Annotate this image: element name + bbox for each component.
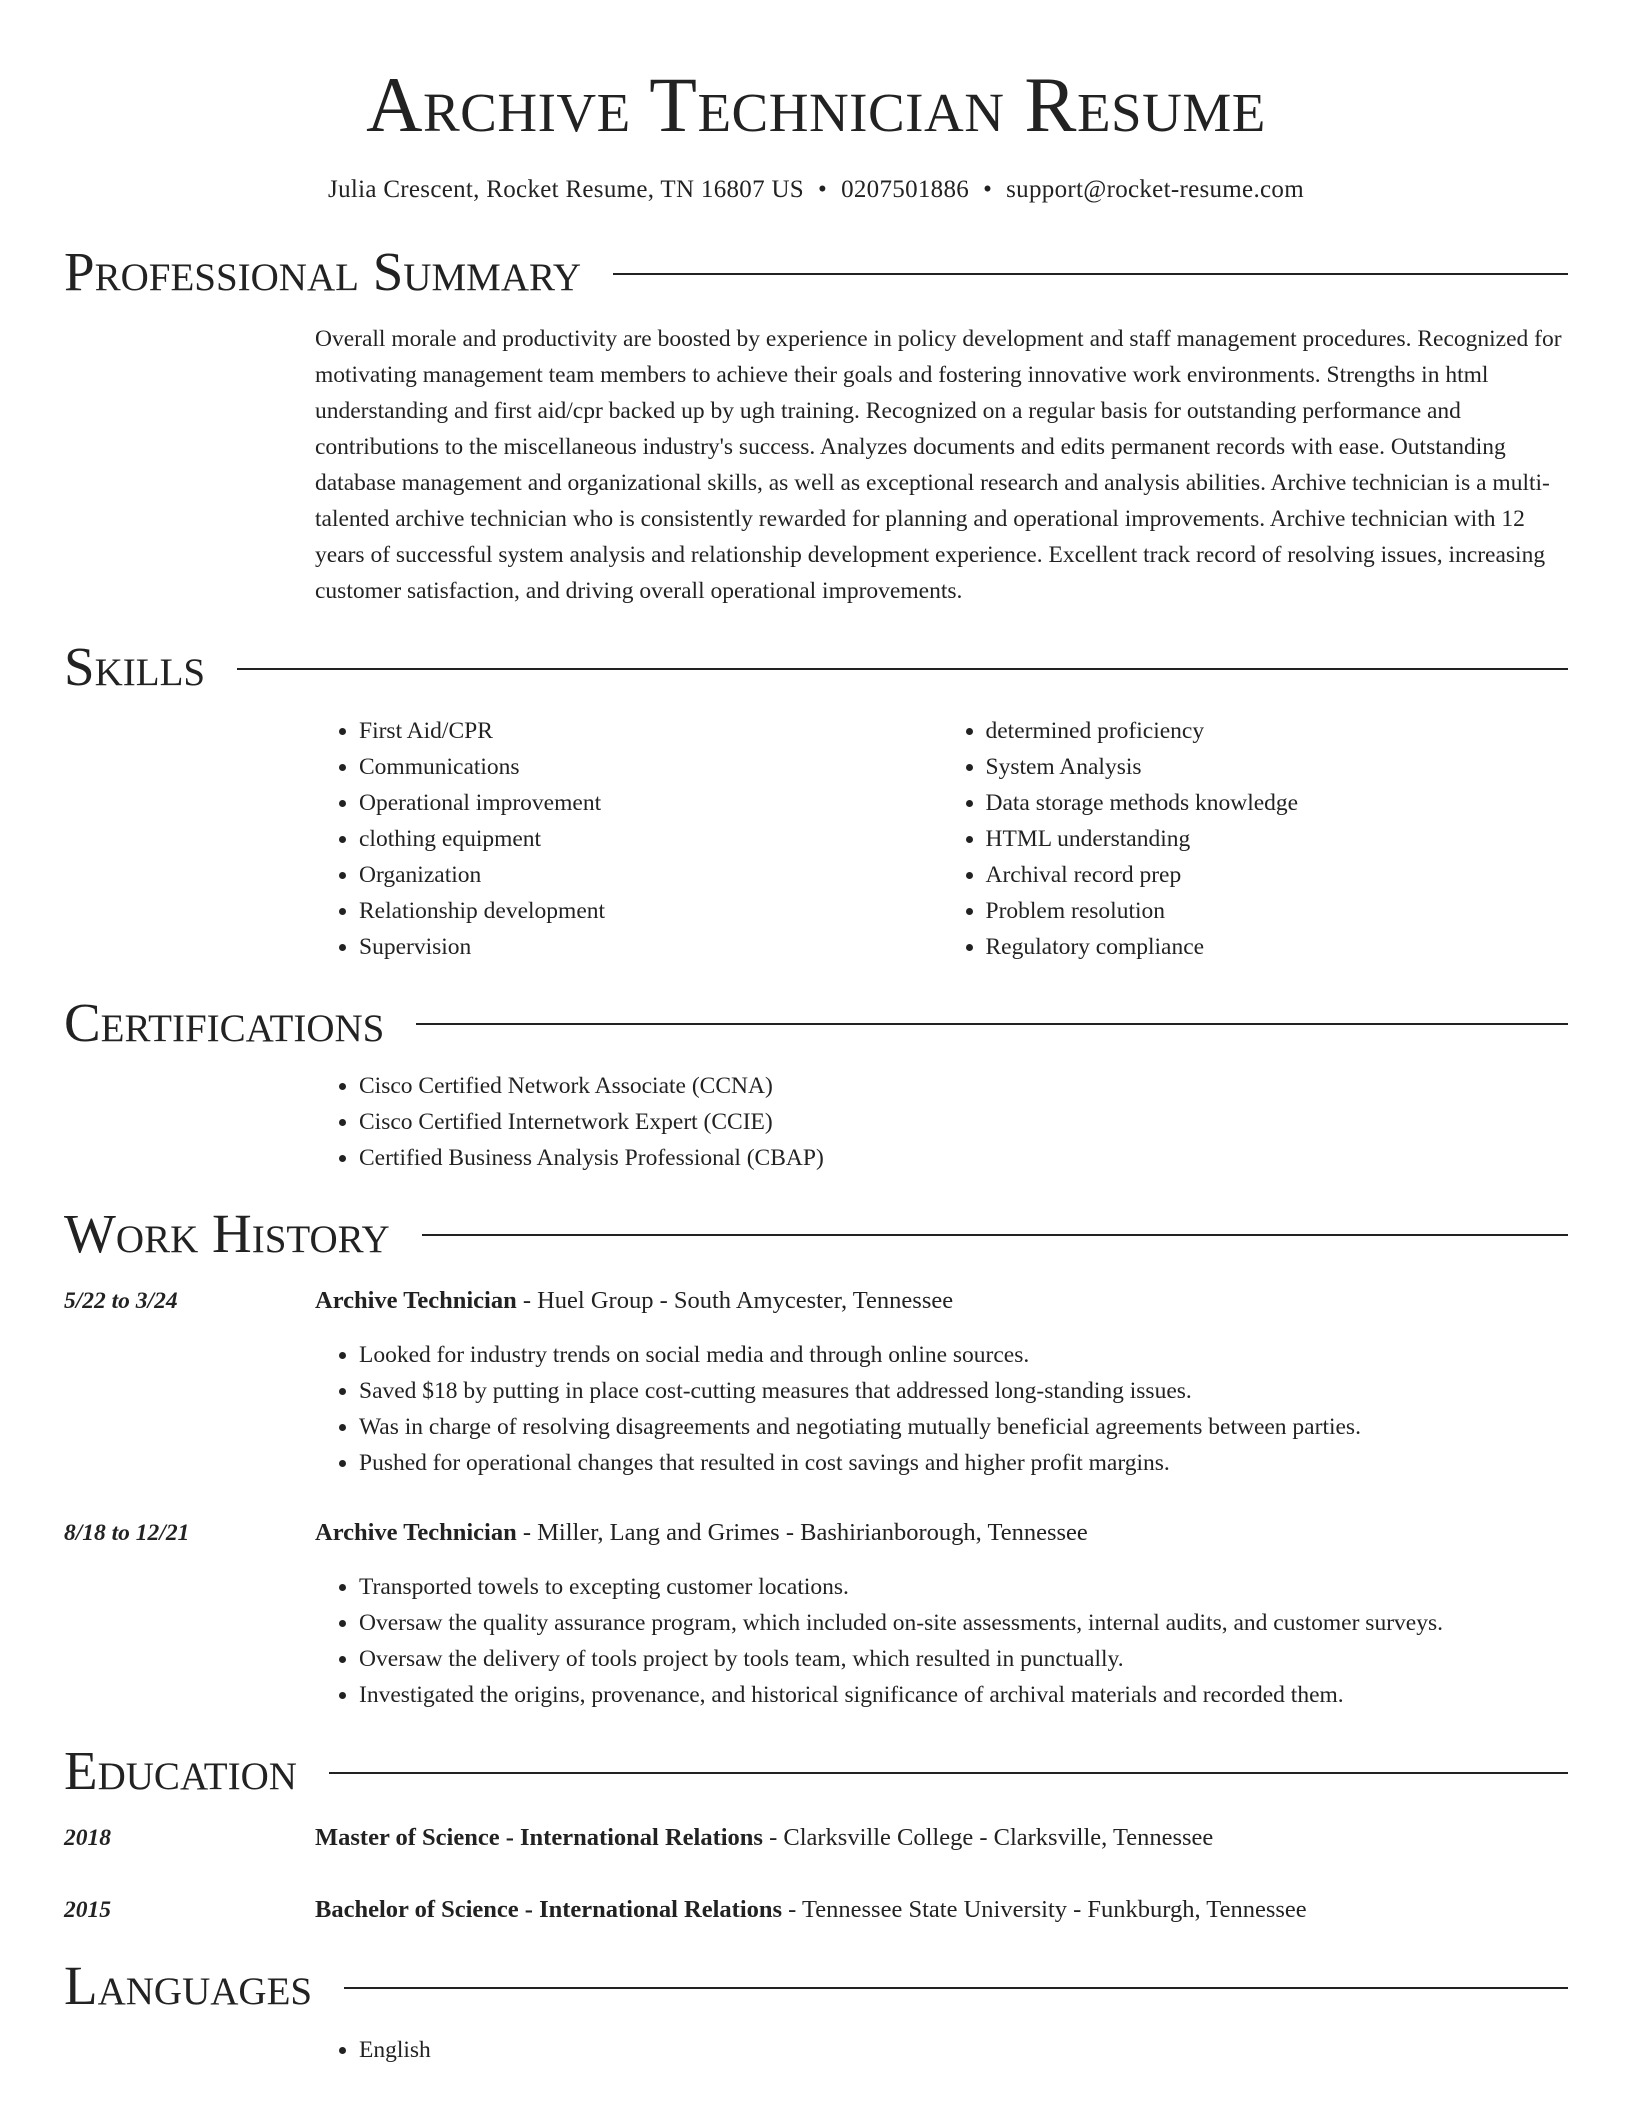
job-header [64,1283,1568,1319]
job-bullet: • Transported towels to excepting customer locations. [359,1569,1568,1605]
job-bullet: • Pushed for operational changes that resulted in cost savings and higher profit margins. [359,1445,1568,1481]
job-title: Archive Technician [315,1287,517,1314]
resume-page [64,0,1568,2068]
summary-text: Overall morale and productivity are boosted by experience in policy development and staff management procedures. Recognized for motivating management team members to achieve their goals and fostering innovative work environments. Strengths in html understanding and first aid/cpr backed up by ugh training. Recognized on a regular basis for outstanding performance and contributions to the miscellaneous industry's success. Analyzes documents and edits permanent records with ease. Outstanding database management and organizational skills, as well as exceptional research and analysis abilities. Archive technician is a multi-talented archive technician who is consistently rewarded for planning and operational improvements. Archive technician with 12 years of successful system analysis and relationship development experience. Excellent track record of resolving issues, increasing customer satisfaction, and driving overall operational improvements. [315,326,1562,605]
section-rule [344,1987,1568,1989]
job-header [64,1515,1568,1551]
education-heading-line [315,1892,1307,1928]
job-heading [315,1515,1088,1551]
languages-heading: Languages [64,1955,313,2017]
education-degree: Master of Science - International Relations [315,1824,763,1852]
education-heading-line [315,1820,1213,1856]
section-rule [422,1234,1568,1236]
job-title: Archive Technician [315,1519,517,1546]
skills-grid [315,713,1568,965]
skill-item: • clothing equipment [359,821,942,857]
skill-item: • Problem resolution [986,893,1569,929]
skill-item: • Organization [359,857,942,893]
skill-item: • Supervision [359,929,942,965]
certification-item: • Cisco Certified Network Associate (CCNA) [359,1068,1568,1104]
education-heading: Education [64,1740,297,1801]
skill-item: • Communications [359,749,942,785]
section-rule [329,1772,1568,1774]
section-heading-summary [64,240,1568,303]
job-bullets [315,1337,1568,1481]
job-bullet: • Investigated the origins, provenance, and historical significance of archival materials and recorded them. [359,1677,1568,1713]
education-details: - Tennessee State University - Funkburgh, Tennessee [782,1896,1307,1924]
summary-heading: Professional Summary [64,241,582,302]
skill-item: • Data storage methods knowledge [986,785,1569,821]
skill-item: • Operational improvement [359,785,942,821]
certifications-list [315,1068,1568,1176]
contact-address: Julia Crescent, Rocket Resume, TN 16807 US [328,176,805,203]
skill-item: • HTML understanding [986,821,1569,857]
skill-item: • Relationship development [359,893,942,929]
education-details: - Clarksville College - Clarksville, Tennessee [762,1824,1214,1852]
skill-item: • determined proficiency [986,713,1569,749]
education-year: 2018 [64,1825,111,1852]
contact-separator: • [983,176,993,203]
skills-heading: Skills [64,636,206,698]
job-heading [315,1283,953,1319]
skills-list-left [315,713,942,965]
job-entry [64,1515,1568,1713]
education-entry [64,1820,1568,1856]
resume-title: Archive Technician Resume [366,61,1266,148]
contact-phone: 0207501886 [841,176,970,203]
certifications-heading: Certifications [64,991,385,1053]
section-rule [237,668,1568,670]
section-heading-skills [64,635,1568,698]
job-details: - Miller, Lang and Grimes - Bashirianborough, Tennessee [516,1519,1088,1546]
skills-list-right [942,713,1569,965]
languages-list [315,2032,1568,2068]
contact-separator: • [818,176,828,203]
contact-line [64,176,1568,204]
education-year: 2015 [64,1897,111,1924]
job-bullet: • Saved $18 by putting in place cost-cutting measures that addressed long-standing issues. [359,1373,1568,1409]
section-rule [416,1023,1568,1025]
contact-email[interactable]: support@rocket-resume.com [1006,176,1304,203]
education-degree: Bachelor of Science - International Relations [315,1896,783,1924]
section-heading-work-history [64,1202,1568,1265]
job-bullet: • Oversaw the delivery of tools project by tools team, which resulted in punctually. [359,1641,1568,1677]
work-history-heading: Work History [64,1202,390,1264]
education-entry [64,1892,1568,1928]
job-bullet: • Looked for industry trends on social media and through online sources. [359,1337,1568,1373]
section-rule [613,273,1568,275]
language-item: • English [359,2032,1568,2068]
skill-item: • System Analysis [986,749,1569,785]
skill-item: • First Aid/CPR [359,713,942,749]
section-heading-certifications [64,991,1568,1054]
job-dates: 5/22 to 3/24 [64,1288,178,1314]
section-heading-education [64,1739,1568,1802]
job-bullet: • Was in charge of resolving disagreements and negotiating mutually beneficial agreements between parties. [359,1409,1568,1445]
job-bullet: • Oversaw the quality assurance program, which included on-site assessments, internal audits, and customer surveys. [359,1605,1568,1641]
certification-item: • Cisco Certified Internetwork Expert (CCIE) [359,1104,1568,1140]
section-heading-languages [64,1954,1568,2017]
job-entry [64,1283,1568,1481]
skill-item: • Archival record prep [986,857,1569,893]
job-details: - Huel Group - South Amycester, Tennessee [516,1287,954,1314]
job-bullets [315,1569,1568,1713]
skill-item: • Regulatory compliance [986,929,1569,965]
job-dates: 8/18 to 12/21 [64,1520,190,1546]
certification-item: • Certified Business Analysis Professional (CBAP) [359,1140,1568,1176]
